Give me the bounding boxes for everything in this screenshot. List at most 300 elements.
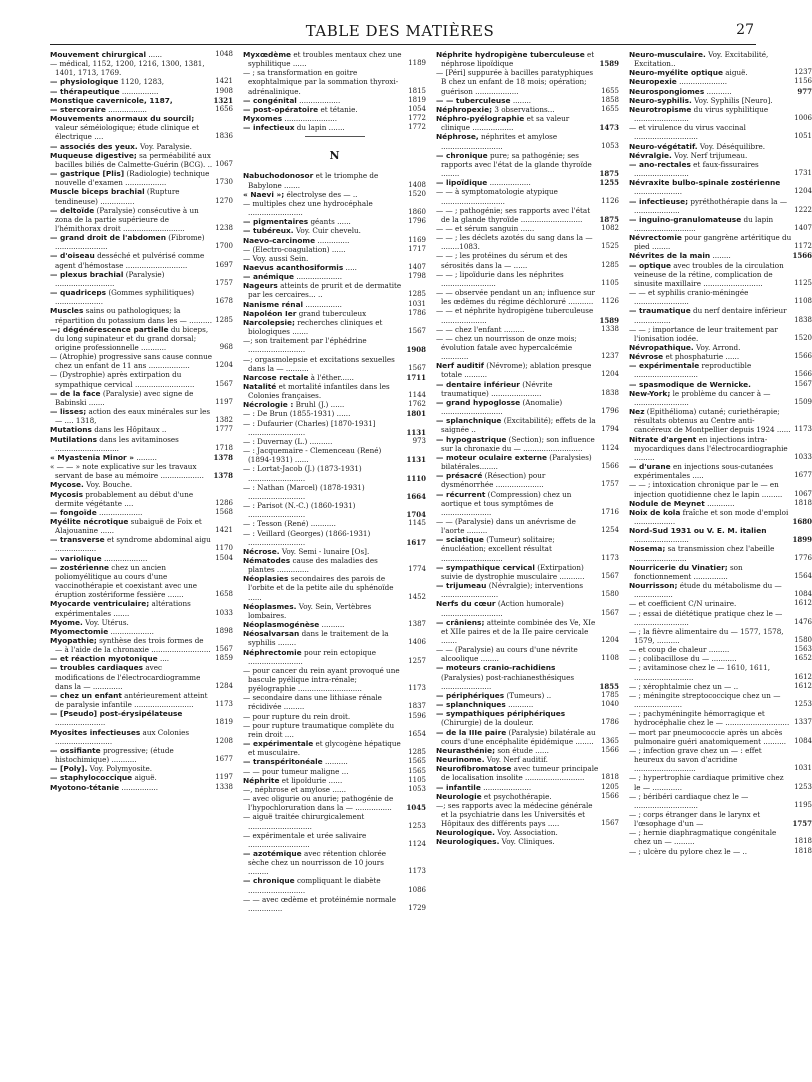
entry-text: sains ou pathologiques; la répartition du potassium dans les — .......... (55, 306, 212, 325)
entry-text: avec tumeur principale de localisation insolite .......................... (441, 764, 599, 783)
entry-text: et syndrome abdominal aigu .................. (55, 535, 211, 554)
entry-text: Voy. Polymyosite. (87, 764, 153, 774)
index-entry (243, 281, 426, 299)
entry-page: 1716 (601, 507, 619, 516)
index-entry (243, 876, 426, 894)
entry-term: — splanchniques (436, 700, 506, 710)
entry-page: 1204 (601, 370, 619, 379)
entry-page: 1664 (406, 491, 426, 501)
index-entry (629, 810, 812, 828)
index-entry (629, 609, 812, 627)
entry-text: — — ; les protéines du sérum et des sérosités dans la — ...... (436, 251, 568, 270)
entry-page: 1589 (599, 315, 619, 325)
index-entry (436, 187, 619, 205)
entry-page: 1473 (599, 123, 619, 133)
entry-term: Nez (629, 407, 645, 417)
index-entry (629, 178, 812, 196)
entry-text: ................ (119, 86, 159, 96)
entry-term: Neurinome. (436, 755, 485, 765)
entry-text: —; ses rapports avec la médecine générale et la psychiatrie dans les Universités et Hôpitaux des différents pays ..... (436, 800, 593, 829)
entry-text: ................... (101, 553, 148, 563)
index-entry (436, 764, 619, 782)
entry-term: Neuro-végétatif. (629, 141, 698, 151)
entry-page: 1757 (215, 278, 233, 287)
entry-text: pyréthothérapie dans la — .................... (634, 196, 788, 215)
entry-text: — ; corps étranger dans le larynx et l'œsophage d'un — (629, 809, 761, 829)
entry-text: action des eaux minérales sur les — .... 1318, (55, 407, 211, 426)
entry-term: Mutations (50, 425, 92, 435)
entry-page: 1855 (599, 681, 619, 691)
index-entry (243, 171, 426, 189)
entry-text: .......... (319, 620, 345, 630)
entry-page: 1257 (408, 656, 426, 665)
entry-term: Mycosis (50, 489, 83, 499)
entry-page: 1033 (215, 608, 233, 617)
index-entry (243, 263, 426, 272)
entry-term: New-York; (629, 388, 671, 398)
index-entry (436, 801, 619, 828)
entry-text: — — observée pendant un an; influence sur les œdèmes du régime déchloruré ........... (436, 288, 595, 307)
index-entry (243, 739, 426, 757)
entry-term: Névraxite bulbo-spinale zostérienne (629, 178, 781, 188)
index-entry (50, 77, 233, 86)
entry-text: — — ; pathogénie; ses rapports avec l'état de la glande thyroïde ........................... (436, 205, 591, 224)
index-entry (629, 544, 812, 562)
index-entry (243, 529, 426, 547)
entry-text: Voy. Sein, Vertèbres lombaires. (248, 601, 372, 620)
index-entry (50, 618, 233, 627)
entry-term: Névrose (629, 352, 664, 362)
entry-term: Muscles (50, 306, 84, 316)
entry-text: (Tumeurs) .. (504, 690, 552, 700)
entry-text: — médical, 1152, 1200, 1216, 1300, 1381, 1401, 1713, 1769. (50, 59, 205, 78)
entry-page: 1421 (215, 526, 233, 535)
entry-text: — et virulence du virus vaccinal ............................ (629, 123, 746, 142)
entry-page: 1110 (406, 473, 426, 483)
index-entry (243, 446, 426, 464)
entry-page: 1762 (408, 400, 426, 409)
entry-term: — spasmodique de Wernicke. (629, 379, 751, 389)
index-entry (50, 370, 233, 388)
index-entry (243, 272, 426, 281)
index-entry (629, 828, 812, 846)
entry-page: 1772 (408, 114, 426, 123)
entry-page: 1785 (601, 690, 619, 699)
entry-text: ...................... (55, 718, 106, 728)
entry-page: 1567 (601, 571, 619, 580)
index-entry (436, 132, 619, 150)
index-entry (243, 712, 426, 721)
entry-page: 1126 (601, 196, 619, 205)
entry-page: 1253 (794, 700, 812, 709)
entry-term: Néphrite (243, 775, 280, 785)
index-entry (50, 783, 233, 792)
index-entry (436, 709, 619, 727)
index-entry (50, 654, 233, 663)
entry-term: Neurologiques. (436, 837, 500, 847)
index-entry (629, 728, 812, 746)
entry-term: Neurasthénie; (436, 745, 496, 755)
entry-page: 1086 (408, 885, 426, 894)
index-entry (436, 728, 619, 746)
entry-term: Nourrisson; (629, 581, 678, 591)
index-entry (629, 251, 812, 260)
entry-text: — ; xérophtalmie chez un — .. (629, 681, 739, 691)
entry-text: ................ (119, 782, 158, 792)
entry-page: 1156 (794, 77, 812, 86)
entry-text: .......... (322, 757, 348, 767)
entry-text: .................. (487, 178, 531, 188)
entry-term: Névrectomie (629, 233, 682, 243)
entry-text: — ; la fièvre alimentaire du — 1577, 1578, 1579, .......... (629, 626, 784, 645)
page-number: 27 (736, 22, 754, 38)
index-entry (50, 636, 233, 654)
entry-term: — splanchnique (436, 416, 502, 426)
entry-text: — : Dufaurier (Charles) [1870-1931] ......................... (243, 418, 376, 437)
entry-text: (Fibrome) ....................... (55, 233, 205, 252)
entry-page: 1818 (601, 773, 619, 782)
entry-page: 1818 (794, 498, 812, 507)
entry-term: Nord-Sud 1931 ou V. E. M. italien (629, 526, 767, 536)
entry-text: du lapin ........................... (634, 214, 774, 233)
entry-page: 1126 (601, 297, 619, 306)
entry-page: 1899 (792, 535, 812, 545)
entry-page: 1285 (215, 315, 233, 324)
entry-text: — : Duvernay (L.) .......... (243, 436, 333, 446)
entry-page: 1237 (601, 352, 619, 361)
entry-term: — lisses; (50, 407, 87, 417)
index-entry (629, 682, 812, 691)
entry-term: — expérimentale (243, 739, 314, 749)
index-entry (436, 435, 619, 453)
index-entry (436, 792, 619, 801)
entry-term: — inguino-granulomateuse (629, 214, 742, 224)
entry-text: — — pour tumeur maligne ... (243, 766, 349, 776)
index-entry (50, 325, 233, 352)
entry-term: — quadriceps (50, 288, 107, 298)
entry-page: 1084 (794, 736, 812, 745)
entry-text: ..................... (634, 187, 682, 197)
entry-page: 1285 (408, 748, 426, 757)
index-entry (436, 398, 619, 416)
entry-page: 1286 (215, 498, 233, 507)
entry-term: Muqueuse digestive; (50, 150, 137, 160)
index-entry (436, 453, 619, 471)
entry-term: — lipoïdique (436, 178, 488, 188)
entry-page: 1875 (599, 169, 619, 179)
entry-text: et néphrose lipoïdique (441, 50, 595, 69)
index-entry (629, 435, 812, 462)
index-entry (629, 499, 812, 508)
header-rule (50, 44, 756, 45)
entry-page: 1818 (794, 846, 812, 855)
entry-page: 1589 (599, 59, 619, 69)
entry-text: — — chez l'enfant ......... (436, 324, 525, 334)
entry-text: — Voy. aussi Sein. (243, 253, 309, 263)
entry-text: et psychothérapie. (481, 791, 552, 801)
entry-text: — [Péri] suppurée à bacilles paratyphiques B chez un enfant de 18 mois; opération; guérison ................... (436, 68, 594, 96)
index-entry (243, 300, 426, 309)
index-entry (436, 490, 619, 517)
index-entry (629, 645, 812, 654)
entry-text: fraîche et son mode d'emploi .................. (634, 507, 789, 526)
entry-page: 1048 (215, 50, 233, 58)
index-entry (629, 151, 812, 160)
entry-page: 1678 (215, 297, 233, 306)
entry-term: — physiologique (50, 77, 119, 87)
entry-page: 1504 (215, 553, 233, 562)
entry-text: (Epithélioma) cutané; curiethérapie; résultats obtenus au Centre anti-cancéreux de Montpellier depuis 1924 ...... (634, 407, 791, 435)
entry-text: sa transmission chez l'abeille ....................... (634, 544, 775, 563)
entry-text: ........ (510, 95, 532, 105)
index-entry (50, 462, 233, 480)
index-entry (50, 773, 233, 782)
entry-text: ..... (343, 262, 357, 272)
entry-term: Nanisme rénal (243, 299, 304, 309)
entry-term: — fongoïde (50, 507, 97, 517)
running-head (0, 22, 800, 42)
entry-text: — pour cancer du rein ayant provoqué une bascule pyélique intra-rénale; pyélographie ............................ (243, 665, 400, 694)
entry-term: — récurrent (436, 489, 486, 499)
entry-term: — [Poly]. (50, 764, 88, 774)
entry-text: avec troubles de la circulation veineuse de la rétine, complication de sinusite maxillaire .......................... (634, 260, 784, 288)
entry-page: 1612 (794, 599, 812, 608)
entry-page: 1617 (406, 537, 426, 547)
entry-page: 1045 (406, 803, 426, 813)
index-entry (243, 556, 426, 574)
entry-text: Voy. Semi - lunaire [Os]. (279, 546, 370, 556)
index-entry (50, 169, 233, 187)
index-entry (243, 236, 426, 245)
entry-text: Voy. Bouche. (83, 480, 133, 490)
entry-page: 1786 (408, 308, 426, 317)
entry-term: Mouvements anormaux du sourcil; (50, 114, 195, 124)
index-entry (629, 480, 812, 498)
entry-page: 1567 (408, 363, 426, 372)
entry-text: desséché et pulvérisé comme agent d'hémostase ........................... (55, 251, 205, 270)
entry-text: (Gommes syphilitiques) ..................... (55, 288, 195, 307)
index-entry (436, 380, 619, 398)
entry-text: et faux-fissuraires ........................ (634, 159, 759, 179)
entry-term: Myélite nécrotique (50, 516, 129, 526)
entry-page: 1777 (215, 425, 233, 434)
entry-text: ....................... (282, 114, 337, 124)
entry-text: « — — » note explicative sur les travaux servant de base au mémoire ................... (50, 462, 204, 481)
entry-page: 1655 (601, 86, 619, 95)
index-entry (436, 206, 619, 224)
index-column-4 (629, 50, 812, 856)
entry-page: 1169 (408, 235, 426, 244)
entry-text: — : Tesson (René) ........... (243, 519, 336, 529)
entry-page: 1772 (408, 123, 426, 132)
entry-term: Neurotropisme (629, 104, 692, 114)
entry-page: 1566 (794, 352, 812, 361)
index-entry (243, 831, 426, 849)
entry-term: Neuro-musculaire. (629, 50, 706, 59)
entry-term: Naevo-carcinome (243, 235, 316, 245)
entry-text: — mort par pneumococcie après un abcès pulmonaire guéri anatomiquement .......... (629, 727, 787, 746)
entry-page: 1452 (408, 592, 426, 601)
entry-text: ................... (108, 626, 154, 636)
entry-page: 1170 (215, 544, 233, 553)
entry-page: 1858 (601, 95, 619, 104)
entry-page: 1520 (794, 333, 812, 342)
index-entry (243, 199, 426, 217)
entry-text: — ; pachyméningite hémorragique et hydrocéphalie chez le — ............................ (629, 709, 790, 728)
index-entry (629, 325, 812, 343)
entry-text: ................... (96, 507, 143, 517)
entry-page: 1836 (215, 132, 233, 141)
entry-text: (Compression) chez un aortique et tous symptômes de ...................... (441, 489, 572, 517)
index-entry (50, 508, 233, 517)
entry-page: 1173 (215, 700, 233, 709)
entry-page: 1796 (408, 217, 426, 226)
entry-page: 1031 (794, 764, 812, 773)
entry-term: — plexus brachial (50, 269, 124, 279)
entry-page: 1382 (215, 416, 233, 425)
index-entry (50, 251, 233, 269)
entry-text: étude du métabolisme du — ................. (634, 581, 782, 600)
index-entry (629, 792, 812, 810)
entry-term: Myxomes (243, 114, 283, 124)
entry-text: pour gangrène artéritique du pied ........ (634, 233, 792, 252)
entry-page: 1567 (215, 379, 233, 388)
entry-page: 1407 (408, 262, 426, 271)
entry-term: — pigmentaires (243, 217, 309, 227)
entry-text: (Tumeur) solitaire; énucléation; excellent résultat ........................... (441, 535, 555, 563)
index-entry (436, 599, 619, 617)
entry-term: — de la face (50, 388, 101, 398)
entry-page: 1776 (794, 553, 812, 562)
entry-text: — ; essai de diététique pratique chez le — ........................ (629, 608, 783, 627)
index-entry (436, 783, 619, 792)
entry-text: ...... (146, 50, 163, 59)
index-entry (436, 755, 619, 764)
entry-text: Voy. Arrond. (693, 343, 741, 352)
entry-text: — et coup de chaleur ......... (629, 645, 730, 655)
entry-page: 1124 (601, 443, 619, 452)
index-entry (629, 380, 812, 389)
index-entry (629, 233, 812, 251)
entry-term: Névrites de la main (629, 251, 711, 261)
entry-page: 1567 (794, 379, 812, 388)
index-entry (629, 663, 812, 681)
index-entry (629, 288, 812, 306)
entry-term: — traumatique (629, 306, 691, 316)
index-entry (629, 526, 812, 544)
entry-page: 977 (797, 86, 812, 96)
entry-term: Nerf auditif (436, 361, 484, 371)
entry-text: atteints de prurit et de dermatite par les cercaires... .. (248, 281, 402, 300)
entry-term: Natalité (243, 382, 277, 391)
entry-term: — trijumeau (436, 581, 487, 591)
entry-page: 1189 (408, 59, 426, 68)
index-entry (243, 895, 426, 913)
entry-page: 1208 (215, 736, 233, 745)
entry-page: 1270 (215, 196, 233, 205)
entry-page: 1408 (408, 180, 426, 189)
entry-text: Voy. Cliniques. (499, 837, 555, 847)
entry-page: 1053 (601, 141, 619, 150)
entry-text: subaiguë de Foix et Alajouanine ...... (55, 516, 202, 536)
entry-text: avec modifications de l'électrocardiogramme dans la — ............. (55, 663, 201, 691)
index-entry (243, 776, 426, 785)
entry-page: 1786 (601, 718, 619, 727)
index-entry (436, 251, 619, 269)
entry-text: — ; colibacillose du — ........... (629, 654, 737, 664)
entry-text: (Radiologie) technique nouvelle d'examen .................. (55, 169, 210, 188)
entry-term: — moteur oculaire externe (436, 452, 548, 462)
entry-page: 1145 (408, 519, 426, 528)
index-entry (436, 828, 619, 837)
entry-term: Napoléon Ier (243, 308, 297, 318)
index-entry (436, 151, 619, 178)
entry-text: aux Colonies ......................... (55, 727, 190, 746)
entry-term: — staphylococcique (50, 773, 133, 783)
index-entry (629, 462, 812, 480)
entry-text: Voy. Association. (495, 828, 558, 838)
entry-page: 1717 (408, 244, 426, 253)
entry-term: — variolique (50, 553, 102, 563)
index-entry (243, 50, 426, 68)
index-entry (50, 517, 233, 535)
entry-page: 1285 (408, 290, 426, 299)
entry-term: — azotémique (243, 848, 302, 858)
entry-text: — ; hernie diaphragmatique congénitale chez un — ......... (629, 828, 777, 847)
entry-term: — d'urane (629, 462, 671, 472)
index-entry (243, 409, 426, 418)
entry-text: — : Veillard (Georges) (1866-1931) ......................... (243, 528, 371, 547)
entry-page: 1476 (794, 617, 812, 626)
index-entry (436, 535, 619, 562)
entry-text: — ; ulcère du pylore chez le — .. (629, 846, 747, 856)
entry-text: — — ; lipoïdurie dans les néphrites ........................ (436, 269, 564, 288)
entry-text: son étude ...... (495, 745, 549, 755)
entry-term: Nécrose. (243, 546, 280, 556)
entry-text: dans les Hôpitaux .. (91, 425, 167, 435)
index-entry (629, 68, 812, 77)
entry-page: 1711 (406, 372, 426, 382)
entry-page: 1173 (408, 867, 426, 876)
entry-page: 1794 (601, 425, 619, 434)
index-column-2 (243, 50, 426, 913)
index-entry (243, 318, 426, 336)
entry-text: du nerf dentaire inférieur ................ (634, 306, 787, 325)
index-entry (243, 373, 426, 382)
index-entry (629, 389, 812, 407)
entry-page: 1731 (794, 169, 812, 178)
entry-text: (Paralysie) consécutive à un zona de la partie supérieure de l'hémithorax droit ........................... (55, 205, 199, 233)
index-entry (243, 757, 426, 766)
entry-text: — avec oligurie ou anurie; pathogénie de l'hypochloruration dans la — ................ (243, 794, 394, 813)
entry-term: — tubéreux. (243, 226, 294, 236)
index-entry (629, 847, 812, 856)
entry-page: 1285 (601, 260, 619, 269)
entry-term: Néphropexie; (436, 104, 493, 114)
index-entry (243, 794, 426, 812)
index-entry (243, 382, 426, 400)
entry-page: 1131 (406, 427, 426, 437)
entry-page: 1173 (408, 684, 426, 693)
entry-page: 1255 (599, 178, 619, 188)
index-entry (243, 123, 426, 132)
index-entry (629, 261, 812, 288)
entry-page: 1564 (794, 571, 812, 580)
entry-page: 1677 (794, 471, 812, 480)
entry-text: dans les avitaminoses ............................ (55, 434, 179, 453)
entry-term: — et réaction myotonique (50, 654, 158, 664)
index-entry (50, 453, 233, 462)
